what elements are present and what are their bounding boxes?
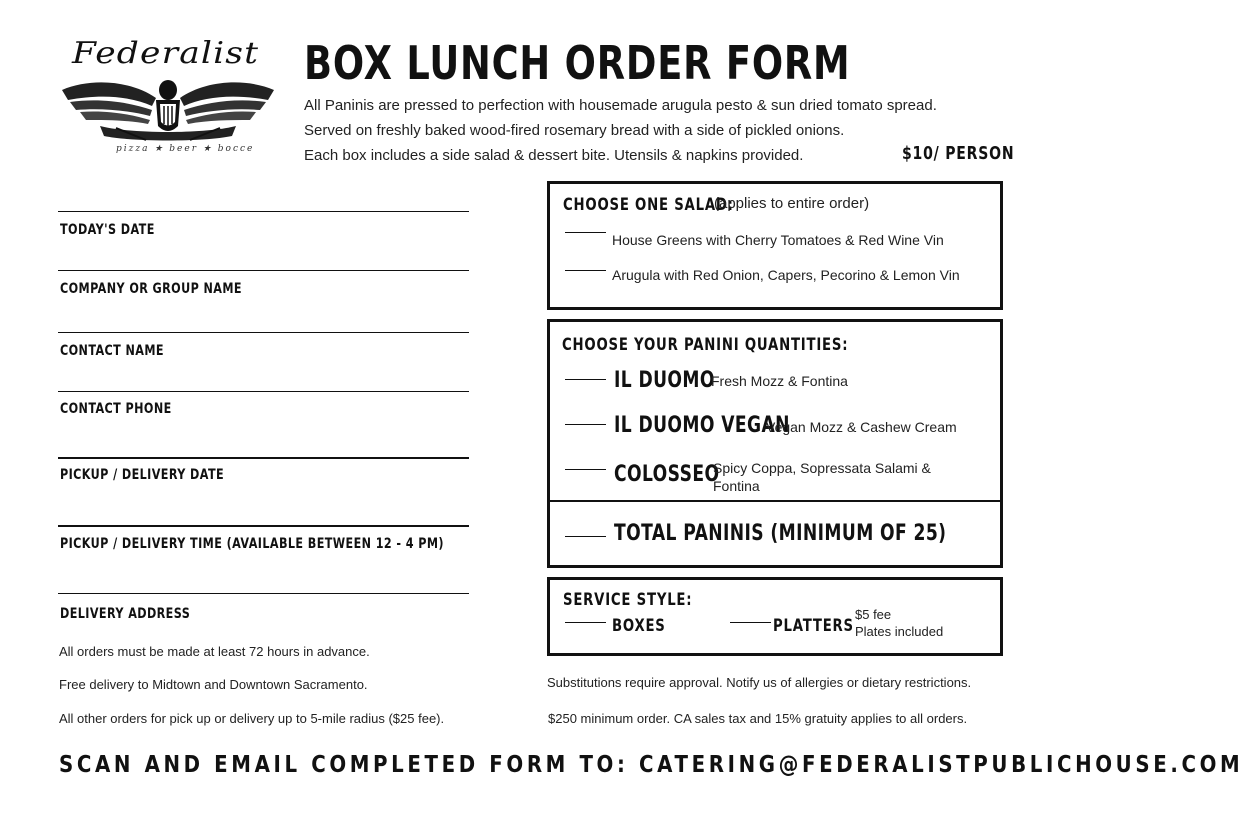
pickup-time-label: PICKUP / DELIVERY TIME (AVAILABLE BETWEEN 12 - 4 PM) [60,536,444,552]
total-paninis-blank[interactable] [565,536,606,537]
note-radius-fee: All other orders for pick up or delivery up to 5-mile radius ($25 fee). [59,711,445,726]
il-duomo-vegan-qty-blank[interactable] [565,424,606,425]
total-paninis-label: TOTAL PANINIS (MINIMUM OF 25) [614,521,947,546]
panini-divider [549,500,1001,502]
footer-email-instruction: SCAN AND EMAIL COMPLETED FORM TO: CATERING@FEDERALISTPUBLICHOUSE.COM [59,752,1243,778]
il-duomo-desc: Fresh Mozz & Fontina [711,373,848,389]
company-name-line[interactable] [58,270,469,271]
company-name-label: COMPANY OR GROUP NAME [60,281,242,297]
salad-option-1: House Greens with Cherry Tomatoes & Red Wine Vin [612,232,944,248]
logo-tagline: pizza ★ beer ★ bocce [116,144,255,154]
boxes-label: BOXES [612,616,666,636]
delivery-address-label: DELIVERY ADDRESS [60,606,191,622]
salad-title: CHOOSE ONE SALAD: [563,195,734,215]
intro-line-3: Each box includes a side salad & dessert bite. Utensils & napkins provided. [304,147,804,164]
pickup-date-line[interactable] [58,457,469,459]
colosseo-qty-blank[interactable] [565,469,606,470]
il-duomo-vegan-name: IL DUOMO VEGAN [614,413,790,438]
colosseo-desc: Spicy Coppa, Sopressata Salami & Fontina [713,460,931,494]
note-free-delivery: Free delivery to Midtown and Downtown Sacramento. [59,677,368,692]
panini-title: CHOOSE YOUR PANINI QUANTITIES: [562,335,849,355]
page-title: BOX LUNCH ORDER FORM [304,36,851,90]
contact-phone-label: CONTACT PHONE [60,401,172,417]
colosseo-name: COLOSSEO [614,462,720,487]
todays-date-line[interactable] [58,211,469,212]
todays-date-label: TODAY'S DATE [60,222,155,238]
service-style-title: SERVICE STYLE: [563,590,693,610]
contact-name-line[interactable] [58,332,469,333]
pickup-date-label: PICKUP / DELIVERY DATE [60,467,225,483]
platters-note: Plates included [855,624,944,639]
pickup-time-line[interactable] [58,525,469,527]
note-minimum-order: $250 minimum order. CA sales tax and 15% gratuity applies to all orders. [548,711,968,726]
platters-blank[interactable] [730,622,771,623]
contact-name-label: CONTACT NAME [60,343,164,359]
salad-option-2: Arugula with Red Onion, Capers, Pecorino & Lemon Vin [612,267,960,283]
intro-line-1: All Paninis are pressed to perfection with housemade arugula pesto & sun dried tomato spread. [304,97,937,114]
il-duomo-vegan-desc: Vegan Mozz & Cashew Cream [766,419,957,435]
il-duomo-qty-blank[interactable] [565,379,606,380]
salad-subtitle: (applies to entire order) [714,195,870,212]
price-per-person: $10/ PERSON [902,143,1015,164]
note-substitutions: Substitutions require approval. Notify us of allergies or dietary restrictions. [547,675,972,690]
eagle-emblem [60,76,276,142]
salad-option-1-blank[interactable] [565,232,606,233]
platters-fee: $5 fee [855,607,892,622]
delivery-address-line[interactable] [58,593,469,594]
note-advance: All orders must be made at least 72 hours in advance. [59,644,370,659]
platters-label: PLATTERS [773,616,854,636]
boxes-blank[interactable] [565,622,606,623]
logo-script-text: Federalist [72,36,260,71]
contact-phone-line[interactable] [58,391,469,392]
intro-line-2: Served on freshly baked wood-fired rosemary bread with a side of pickled onions. [304,122,845,139]
salad-option-2-blank[interactable] [565,270,606,271]
il-duomo-name: IL DUOMO [614,368,715,393]
